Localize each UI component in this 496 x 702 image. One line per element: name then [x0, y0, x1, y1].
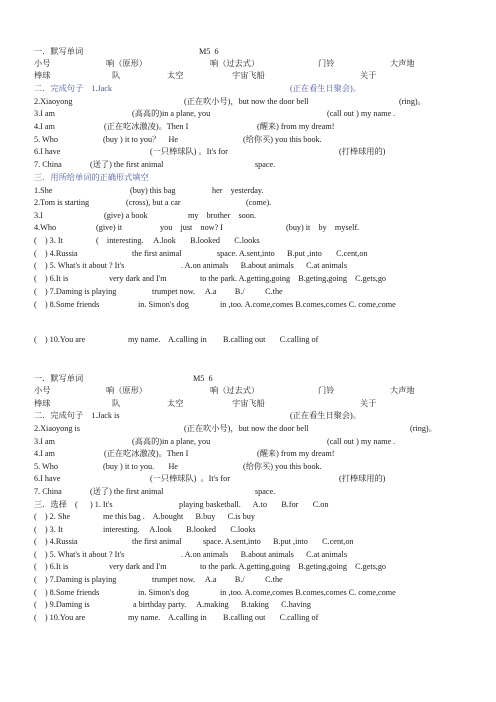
line-text-segment: ( ) 6.It is [34, 274, 69, 283]
line-text-segment: 宇宙飞船 [232, 71, 265, 80]
line-text-segment: (buy) it by myself. [286, 223, 360, 232]
line-text-segment: (正在看生日聚会)。 [290, 411, 361, 420]
line-text-segment: 宇宙飞船 [232, 399, 265, 408]
line-text-segment: trumpet now. A.a B./ C.the [152, 575, 283, 584]
line-text-segment: (ring)。 [410, 424, 437, 433]
line-text-segment: (cross), but a car [126, 198, 181, 207]
line-text-segment: 关于 [360, 399, 377, 408]
line-text-segment: 2.Xiaoyong is [34, 424, 80, 433]
line-text-segment: ( ) 5. What's it about ? It's [34, 261, 125, 270]
line-text-segment: very dark and I'm [109, 274, 167, 283]
line-text-segment: (送了) the first animal [90, 487, 164, 496]
line-text-segment: 三．用所给单词的正确形式填空 [34, 173, 149, 182]
line-text-segment: 4.I am [34, 122, 55, 131]
line-text-segment: 关于 [360, 71, 377, 80]
line-text-segment: to the park. A.getting,going B.geting,going C.gets,go [200, 562, 387, 571]
line-text-segment: (高高的)in a plane, you [132, 437, 211, 446]
line-text-segment: (call out ) my name . [327, 437, 396, 446]
line-text-segment: (正在吃冰激凌)。Then I [104, 449, 189, 458]
line-text-segment: space. A.sent,into B.put ,into C.cent,on [203, 537, 354, 546]
line-text-segment: 2.Tom is starting [34, 198, 90, 207]
line-text-segment: 响（原形） [106, 59, 147, 68]
line-text-segment: (醒来) from my dream! [257, 449, 335, 458]
line-text-segment: me this bag . A.bought B.buy C.is buy [103, 512, 255, 521]
line-text-segment: (ring)。 [399, 97, 426, 106]
line-text-segment: ( ) 5. What's it about ? It's [34, 550, 125, 559]
line-text-segment: M5 6 [193, 374, 213, 383]
line-text-segment: in ,too. A.come,comes B.comes,comes C. come,come [220, 300, 396, 309]
line-text-segment: 3.I [34, 211, 43, 220]
line-text-segment: ( ) 6.It is [34, 562, 69, 571]
line-text-segment: playing basketball. A.to B.for C.on [179, 500, 329, 509]
line-text-segment: 棒球 [34, 71, 51, 80]
line-text-segment: ( ) 4.Russia [34, 249, 78, 258]
line-text-segment: (buy) this bag [130, 186, 176, 195]
line-text-segment: . A.on animals B.about animals C.at animals [181, 261, 348, 270]
line-text-segment: 3.I am [34, 109, 55, 118]
line-text-segment: (buy ) it to you？ He [103, 135, 179, 144]
line-text-segment: trumpet now. A.a B./ C.the [152, 287, 283, 296]
line-text-segment: (醒来) from my dream! [257, 122, 335, 131]
line-text-segment: ( ) 8.Some friends [34, 300, 100, 309]
line-text-segment: in. Simon's dog [138, 588, 189, 597]
line-text-segment: interesting. A.look B.looked C.looks [103, 525, 256, 534]
line-text-segment: ( ) 8.Some friends [34, 588, 100, 597]
line-text-segment: ( ) 7.Daming is playing [34, 575, 117, 584]
line-text-segment: the first animal [132, 537, 182, 546]
line-text-segment: 棒球 [34, 399, 51, 408]
line-text-segment: a birthday party. A.making B.taking C.having [133, 600, 311, 609]
line-text-segment: 队 [112, 71, 121, 80]
line-text-segment: 一．默写单词 [34, 47, 84, 56]
line-text-segment: ( ) 4.Russia [34, 537, 78, 546]
line-text-segment: 5. Who [34, 462, 58, 471]
line-text-segment: ( ) 7.Daming is playing [34, 287, 117, 296]
line-text-segment: very dark and I'm [109, 562, 167, 571]
line-text-segment: (打棒球用的) [339, 474, 386, 483]
line-text-segment: (高高的)in a plane, you [132, 109, 211, 118]
line-text-segment: (给你买) you this book. [243, 462, 322, 471]
line-text-segment: (give) a book [104, 211, 148, 220]
line-text-segment: ( interesting. A.look B.looked C.looks [96, 236, 260, 245]
line-text-segment: 响（原形） [106, 386, 147, 395]
line-text-segment: 7. China [34, 160, 62, 169]
line-text-segment: 5. Who [34, 135, 58, 144]
line-text-segment: (一只棒球队) 。It's for [150, 474, 230, 483]
line-text-segment: 大声地 [390, 386, 415, 395]
line-text-segment: to the park. A.getting,going B.geting,going C.gets,go [200, 274, 387, 283]
line-text-segment: (give) it [96, 223, 123, 232]
line-text-segment: 队 [112, 399, 121, 408]
line-text-segment: ( ) 3. It [34, 236, 63, 245]
line-text-segment: (打棒球用的) [339, 147, 386, 156]
line-text-segment: (正在吹小号)，but now the door bell [184, 97, 309, 106]
line-text-segment: my brother soon. [188, 211, 256, 220]
line-text-segment: (正在看生日聚会)。 [290, 84, 361, 93]
line-text-segment: 太空 [167, 399, 184, 408]
line-text-segment: 响（过去式） [210, 59, 260, 68]
line-text-segment: 7. China [34, 487, 62, 496]
line-text-segment: 6.I have [34, 474, 61, 483]
line-text-segment: . A.on animals B.about animals C.at animals [181, 550, 348, 559]
line-text-segment: (come). [246, 198, 272, 207]
line-text-segment: 小号 [34, 386, 51, 395]
line-text-segment: M5 6 [199, 47, 219, 56]
line-text-segment: 2.Xiaoyong [34, 97, 73, 106]
line-text-segment: my name. A.calling in B.calling out C.calling of [128, 335, 319, 344]
line-text-segment: ( ) 2. She [34, 512, 71, 521]
line-text-segment: space. A.sent,into B.put ,into C.cent,on [217, 249, 368, 258]
line-text-segment: 6.I have [34, 147, 61, 156]
line-text-segment: space. [255, 487, 276, 496]
line-text-segment: 一．默写单词 [34, 374, 84, 383]
line-text-segment: (给你买) you this book. [243, 135, 322, 144]
line-text-segment: 响（过去式） [210, 386, 260, 395]
line-text-segment: 门铃 [318, 386, 335, 395]
line-text-segment: (call out ) my name . [327, 109, 396, 118]
line-text-segment: in. Simon's dog [138, 300, 189, 309]
line-text-segment: (正在吃冰激凌)。Then I [104, 122, 189, 131]
line-text-segment: 三．选择 ( ) 1. It's [34, 500, 113, 509]
line-text-segment: my name. A.calling in B.calling out C.calling of [128, 613, 319, 622]
line-text-segment: her yesterday. [212, 186, 264, 195]
line-text-segment: (正在吹小号)，but now the door bell [184, 424, 309, 433]
line-text-segment: 1.She [34, 186, 53, 195]
line-text-segment: the first animal [132, 249, 182, 258]
line-text-segment: 二．完成句子 1.Jack is [34, 411, 120, 420]
line-text-segment: space. [255, 160, 276, 169]
line-text-segment: ( ) 3. It [34, 525, 63, 534]
line-text-segment: 3.I am [34, 437, 55, 446]
line-text-segment: 小号 [34, 59, 51, 68]
line-text-segment: 二．完成句子 1.Jack [34, 84, 113, 93]
line-text-segment: you just now? I [160, 223, 223, 232]
line-text-segment: 大声地 [390, 59, 415, 68]
line-text-segment: ( ) 10.You are [34, 335, 86, 344]
line-text-segment: (送了) the first animal [90, 160, 164, 169]
line-text-segment: (一只棒球队) 。It's for [150, 147, 228, 156]
line-text-segment: (buy ) it to you. He [103, 462, 179, 471]
line-text-segment: ( ) 9.Daming is [34, 600, 90, 609]
line-text-segment: 太空 [167, 71, 184, 80]
line-text-segment: 4.Who [34, 223, 57, 232]
line-text-segment: ( ) 10.You are [34, 613, 86, 622]
line-text-segment: 门铃 [318, 59, 335, 68]
line-text-segment: in ,too. A.come,comes B.comes,comes C. come,come [220, 588, 396, 597]
line-text-segment: 4.I am [34, 449, 55, 458]
